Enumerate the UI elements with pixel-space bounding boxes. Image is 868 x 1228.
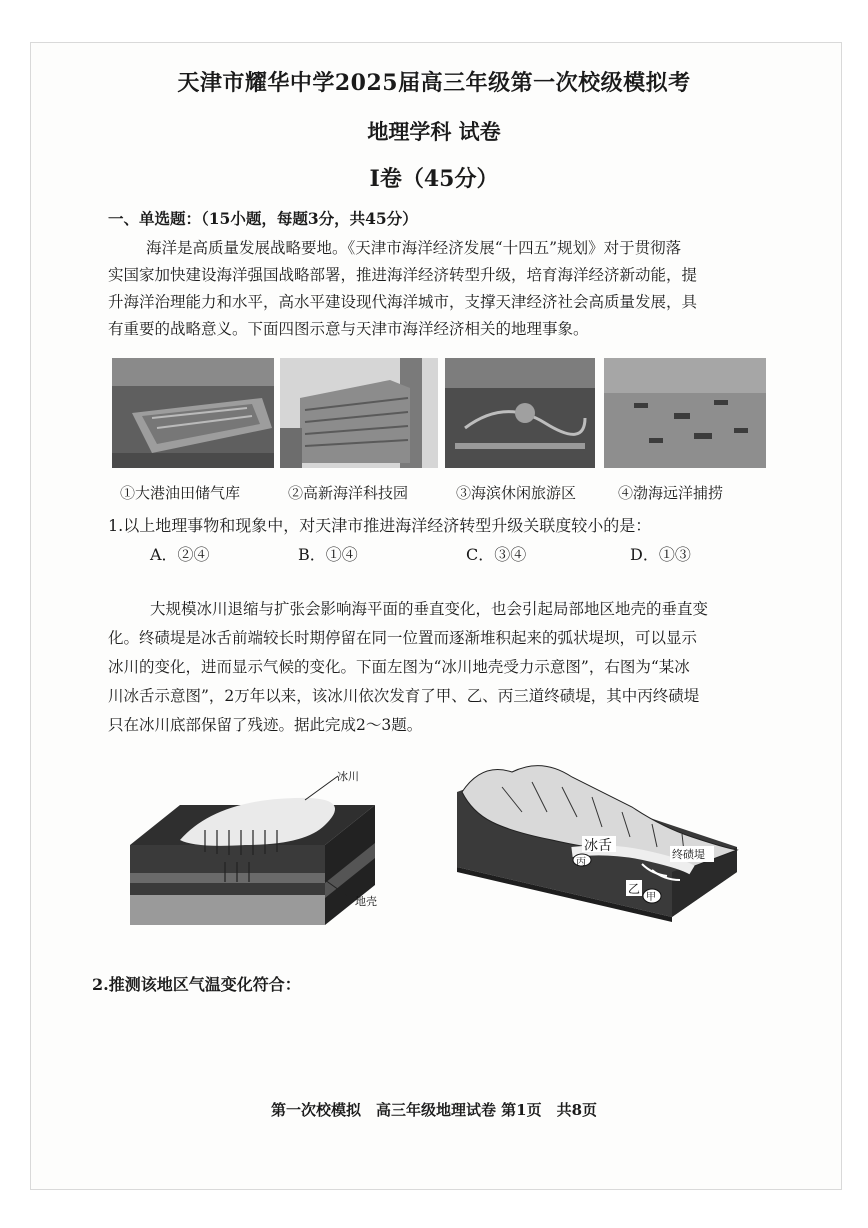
label-glacier: 冰川 <box>337 770 359 783</box>
option-b: B．①④ <box>298 545 358 564</box>
option-d: D．①③ <box>630 545 691 564</box>
photo-caption: ④渤海远洋捕捞 <box>618 484 724 502</box>
passage1-line: 有重要的战略意义。下面四图示意与天津市海洋经济相关的地理事象。 <box>108 320 589 338</box>
photo-caption: ①大港油田储气库 <box>120 484 241 502</box>
passage1-line: 升海洋治理能力和水平，高水平建设现代海洋城市，支撑天津经济社会高质量发展，具 <box>108 293 698 311</box>
option-c: C．③④ <box>466 545 527 564</box>
passage2-line: 化。终碛堤是冰舌前端较长时期停留在同一位置而逐渐堆积起来的弧状堤坝，可以显示 <box>108 629 698 647</box>
glacier-crust-diagram <box>125 770 395 930</box>
passage1-line: 海洋是高质量发展战略要地。《天津市海洋经济发展“十四五”规划》对于贯彻落 <box>146 239 682 257</box>
passage2-line: 冰川的变化，进而显示气候的变化。下面左图为“冰川地壳受力示意图”，右图为“某冰 <box>108 658 690 676</box>
label-moraine: 终碛堤 <box>672 848 705 861</box>
label-yi: 乙 <box>628 882 641 896</box>
subject-title: 地理学科 试卷 <box>367 119 501 144</box>
section-heading: 一、单选题：（15小题，每题3分，共45分） <box>108 209 418 228</box>
label-tongue: 冰舌 <box>584 838 612 854</box>
exam-title: 天津市耀华中学2025届高三年级第一次校级模拟考 <box>177 70 691 96</box>
label-bing: 丙 <box>576 857 586 868</box>
glacier-tongue-diagram <box>452 752 742 922</box>
passage2-line: 川冰舌示意图”，2万年以来，该冰川依次发育了甲、乙、丙三道终碛堤，其中丙终碛堤 <box>108 687 700 705</box>
option-a: A．②④ <box>150 545 210 564</box>
label-crust: 地壳 <box>355 895 377 908</box>
question1-stem: 1.以上地理事物和现象中，对天津市推进海洋经济转型升级关联度较小的是： <box>108 516 652 535</box>
photo-tech-park <box>280 358 438 468</box>
photo-caption: ②高新海洋科技园 <box>288 484 409 502</box>
passage2-line: 只在冰川底部保留了残迹。据此完成2～3题。 <box>108 716 423 734</box>
part-title: Ⅰ卷（45分） <box>369 166 499 192</box>
photo-caption: ③海滨休闲旅游区 <box>456 484 577 502</box>
label-jia: 甲 <box>646 892 656 903</box>
photo-gas-storage <box>112 358 274 468</box>
photo-ocean-fishing <box>604 358 766 468</box>
passage2-line: 大规模冰川退缩与扩张会影响海平面的垂直变化，也会引起局部地区地壳的垂直变 <box>150 600 709 618</box>
page-footer: 第一次校模拟 高三年级地理试卷 第1页 共8页 <box>270 1101 598 1119</box>
question2-stem: 2.推测该地区气温变化符合： <box>92 975 301 994</box>
photo-seaside-resort <box>445 358 595 468</box>
passage1-line: 实国家加快建设海洋强国战略部署，推进海洋经济转型升级，培育海洋经济新动能，提 <box>108 266 698 284</box>
